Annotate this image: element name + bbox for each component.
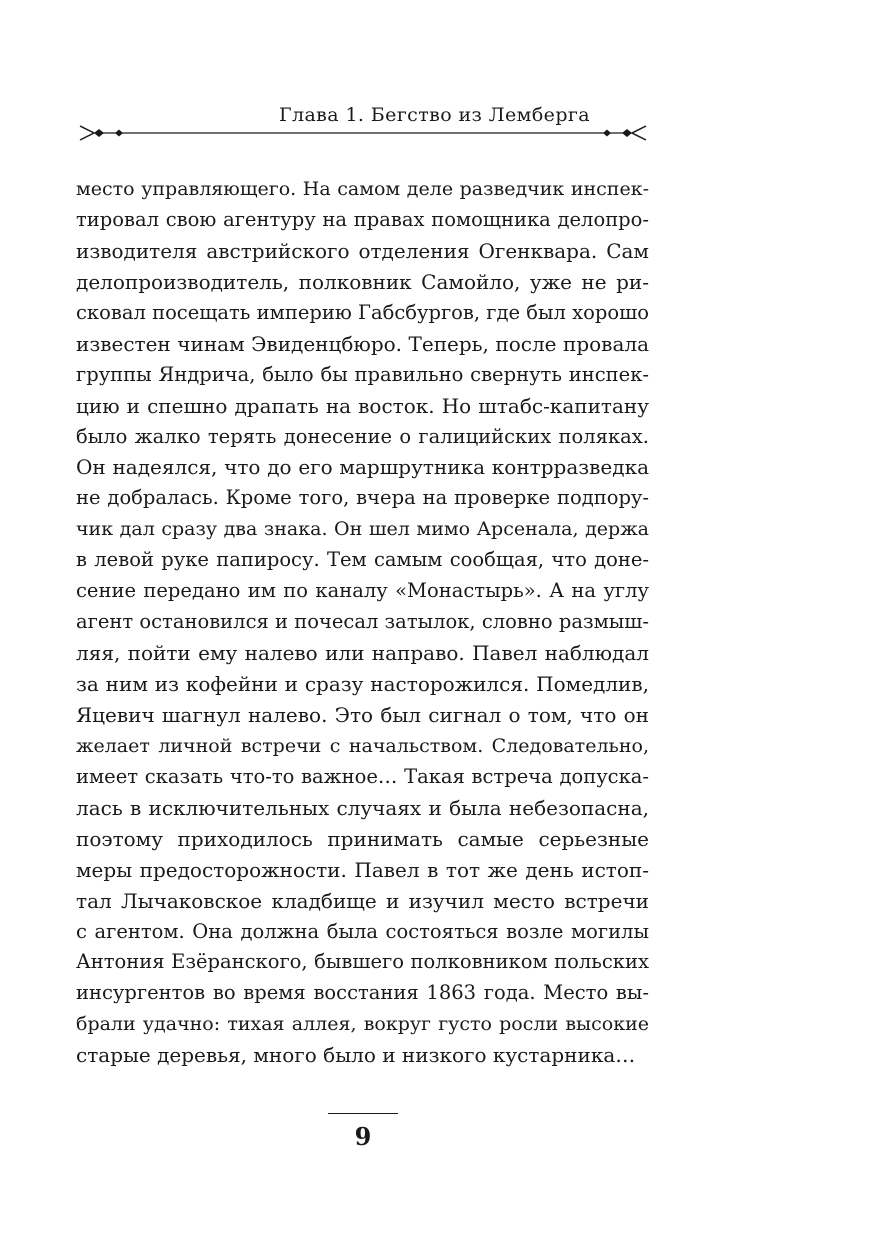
body-line: Он надеялся, что до его маршрутника контрразведка (76, 455, 649, 480)
body-line: изводителя австрийского отделения Огенквара. Сам (76, 238, 649, 263)
header-ornamental-rule (78, 122, 648, 144)
body-line: за ним из кофейни и сразу насторожился. Помедлив, (76, 672, 649, 696)
body-line: старые деревья, много было и низкого кустарника… (76, 1043, 636, 1068)
page-number-rule (328, 1113, 398, 1114)
page-number: 9 (354, 1122, 372, 1151)
body-line: инсургентов во время восстания 1863 года. Место вы- (76, 981, 649, 1005)
body-line: делопроизводитель, полковник Самойло, уже не ри- (76, 269, 649, 294)
body-line: цию и спешно драпать на восток. Но штабс-капитану (76, 393, 649, 418)
body-line: сковал посещать империю Габсбургов, где был хорошо (76, 300, 649, 324)
body-line: поэтому приходилось принимать самые серьезные (76, 826, 649, 851)
running-head: Глава 1. Бегство из Лемберга (279, 104, 590, 126)
body-line: желает личной встречи с начальством. Следовательно, (76, 734, 649, 757)
body-line: имеет сказать что-то важное… Такая встреча допуска- (76, 764, 649, 788)
body-line: Антония Езёранского, бывшего полковником польских (76, 950, 649, 974)
body-line: не добралась. Кроме того, вчера на проверке подпору- (76, 486, 649, 510)
body-line: с агентом. Она должна была состояться возле могилы (76, 919, 649, 943)
body-line: Яцевич шагнул налево. Это был сигнал о том, что он (76, 702, 649, 727)
body-line: известен чинам Эвиденцбюро. Теперь, после провала (76, 331, 649, 356)
body-line: сение передано им по каналу «Монастырь». А на углу (76, 579, 649, 603)
body-line: чик дал сразу два знака. Он шел мимо Арсенала, держа (76, 518, 649, 541)
body-line: тировал свою агентуру на правах помощника делопро- (76, 207, 649, 231)
body-line: меры предосторожности. Павел в тот же день истоп- (76, 857, 649, 882)
body-line: группы Яндрича, было бы правильно свернуть инспек- (76, 362, 649, 386)
body-line: агент остановился и почесал затылок, словно размыш- (76, 610, 649, 634)
body-line: в левой руке папиросу. Тем самым сообщая, что доне- (76, 548, 649, 572)
body-line: было жалко терять донесение о галицийских поляках. (76, 424, 649, 448)
body-line: место управляющего. На самом деле разведчик инспек- (76, 178, 649, 200)
body-text (76, 174, 649, 1071)
body-line: ляя, пойти ему налево или направо. Павел наблюдал (76, 641, 649, 666)
body-line: лась в исключительных случаях и была небезопасна, (76, 795, 649, 820)
body-line: брали удачно: тихая аллея, вокруг густо росли высокие (76, 1013, 649, 1036)
body-line: тал Лычаковское кладбище и изучил место встречи (76, 888, 649, 913)
